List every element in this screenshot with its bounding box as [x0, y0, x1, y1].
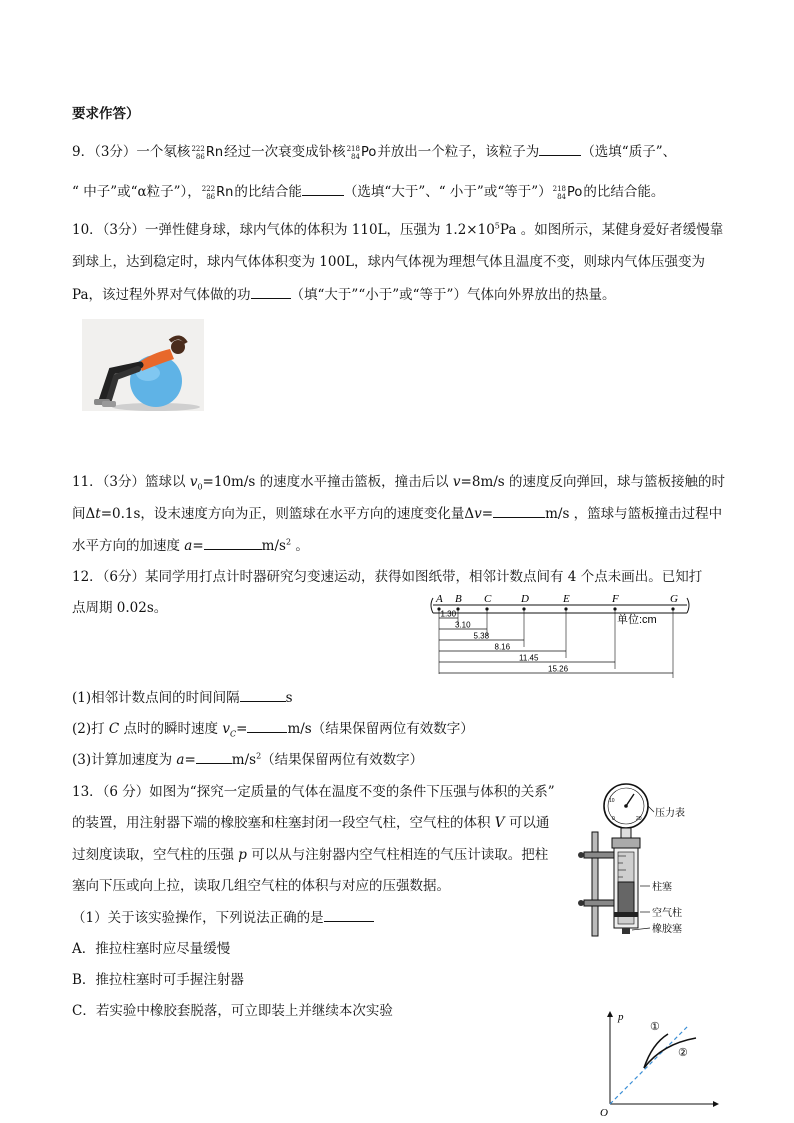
question-12-sub-3: (3)计算加速度为 $a= m/s^2$（结果保留两位有效数字）	[72, 751, 424, 768]
q12-answer-blank-2[interactable]	[247, 720, 287, 733]
curve-2-label: ②	[678, 1046, 688, 1059]
plunger-label: 柱塞	[652, 882, 672, 893]
q10-answer-blank[interactable]	[251, 286, 291, 299]
question-9-line-1: 9．（3分）一个氡核 222 86 Rn 经过一次衰变成钋核 218 84 Po 并放出一个粒子，该粒子为 （选填“质子”、	[72, 144, 677, 161]
y-axis-label: p	[618, 1011, 624, 1023]
tape-distance-label-6: 15.26	[548, 664, 569, 674]
question-11-line-3: 水平方向的加速度 $a= m/s^2$ 。	[72, 537, 309, 554]
rubber-stopper-label: 橡胶塞	[652, 924, 682, 935]
q9-answer-blank-1[interactable]	[539, 143, 581, 156]
q12-answer-blank-3[interactable]	[196, 751, 232, 764]
tape-point-label-B: B	[455, 593, 462, 605]
q13-answer-blank[interactable]	[324, 909, 374, 922]
curve-1-label: ①	[650, 1020, 660, 1033]
pressure-graph	[596, 1008, 722, 1118]
question-12-sub-2: (2)打 C 点时的瞬时速度 $v_C= m/s$（结果保留两位有效数字）	[72, 721, 474, 739]
paper-tape-diagram	[425, 590, 700, 678]
tape-point-label-F: F	[612, 593, 619, 605]
tape-distance-label-3: 5.38	[473, 631, 490, 641]
question-12-sub-1: (1)相邻计数点间的时间间隔 s	[72, 690, 293, 706]
origin-label: O	[600, 1107, 608, 1118]
q9-text: 9．（3分）一个氡核	[72, 144, 191, 160]
svg-text:10: 10	[609, 798, 615, 804]
curve-2	[644, 1038, 696, 1068]
tape-point-label-A: A	[436, 593, 443, 605]
q9-answer-blank-2[interactable]	[302, 183, 344, 196]
tape-point-label-E: E	[563, 593, 570, 605]
option-c[interactable]: C．若实验中橡胶套脱落，可立即装上并继续本次实验	[72, 1003, 393, 1019]
question-12-line-2: 点周期 0.02s。	[72, 600, 168, 616]
radon-nucleus: 222 86 Rn	[191, 144, 224, 161]
tape-point-label-G: G	[670, 593, 678, 605]
polonium-nucleus-2: 218 84 Po	[552, 184, 583, 201]
q12-answer-blank-1[interactable]	[240, 689, 286, 702]
q11-answer-blank-2[interactable]	[204, 537, 262, 550]
question-10-line-2: 到球上，达到稳定时，球内气体体积变为 100L，球内气体视为理想气体且温度不变，则球内气体压强变为	[72, 254, 706, 270]
tape-point-label-C: C	[484, 593, 492, 605]
tape-unit-label: 单位:cm	[617, 614, 657, 626]
tape-distance-label-2: 3.10	[455, 620, 471, 630]
question-10-line-1: 10．（3分）一弹性健身球，球内气体的体积为 110L，压强为 $1.2\times 10^5Pa$ 。如图所示，某健身爱好者缓慢靠	[72, 221, 724, 238]
gauge-label: 压力表	[655, 808, 685, 819]
question-11-line-1: 11．（3分）篮球以 $v_0=10m/s$ 的速度水平撞击篮板，撞击后以 v=8m/s 的速度反向弹回，球与篮板接触的时	[72, 474, 726, 492]
question-13-line-3: 过刻度读取，空气柱的压强 p 可以从与注射器内空气柱相连的气压计读取。把柱	[72, 847, 549, 863]
question-10-line-3: Pa，该过程外界对气体做的功 （填“大于”“小于”或“等于”）气体向外界放出的热量。	[72, 287, 616, 303]
exercise-ball-illustration	[82, 319, 204, 411]
q11-answer-blank-1[interactable]	[493, 505, 545, 518]
tape-distance-label-1: 1.30	[440, 609, 457, 619]
svg-text:0: 0	[612, 816, 615, 822]
question-11-line-2: 间Δt=0.1s，设末速度方向为正，则篮球在水平方向的速度变化量Δv= m/s ，篮球与篮板撞击过程中	[72, 506, 723, 522]
section-note: 要求作答）	[72, 106, 140, 122]
tape-distance-label-5: 11.45	[519, 653, 539, 663]
question-13-line-4: 塞向下压或向上拉，读取几组空气柱的体积与对应的压强数据。	[72, 878, 450, 894]
tape-distance-label-4: 8.16	[494, 642, 511, 652]
question-12-line-1: 12．（6分）某同学用打点计时器研究匀变速运动，获得如图纸带，相邻计数点间有 4 个点未画出。已知打	[72, 569, 703, 585]
dashed-line	[610, 1026, 688, 1104]
polonium-nucleus: 218 84 Po	[346, 144, 377, 161]
tape-point-label-D: D	[521, 593, 529, 605]
air-column-label: 空气柱	[652, 908, 682, 919]
syringe-apparatus-diagram	[574, 782, 704, 938]
question-9-line-2: “ 中子”或“α粒子”）， 222 86 Rn 的比结合能 （选填“大于”、“ 小于”或“等于”） 218 84 Po 的比结合能。	[72, 184, 665, 201]
question-13-sub-1: （1）关于该实验操作，下列说法正确的是	[72, 906, 374, 926]
question-13-line-2: 的装置，用注射器下端的橡胶塞和柱塞封闭一段空气柱，空气柱的体积 V 可以通	[72, 815, 550, 831]
option-a[interactable]: A．推拉柱塞时应尽量缓慢	[72, 941, 231, 957]
radon-nucleus-2: 222 86 Rn	[201, 184, 234, 201]
svg-text:20: 20	[636, 816, 642, 822]
option-b[interactable]: B．推拉柱塞时可手握注射器	[72, 972, 244, 988]
question-13-line-1: 13．（6 分）如图为“探究一定质量的气体在温度不变的条件下压强与体积的关系”	[72, 784, 555, 800]
